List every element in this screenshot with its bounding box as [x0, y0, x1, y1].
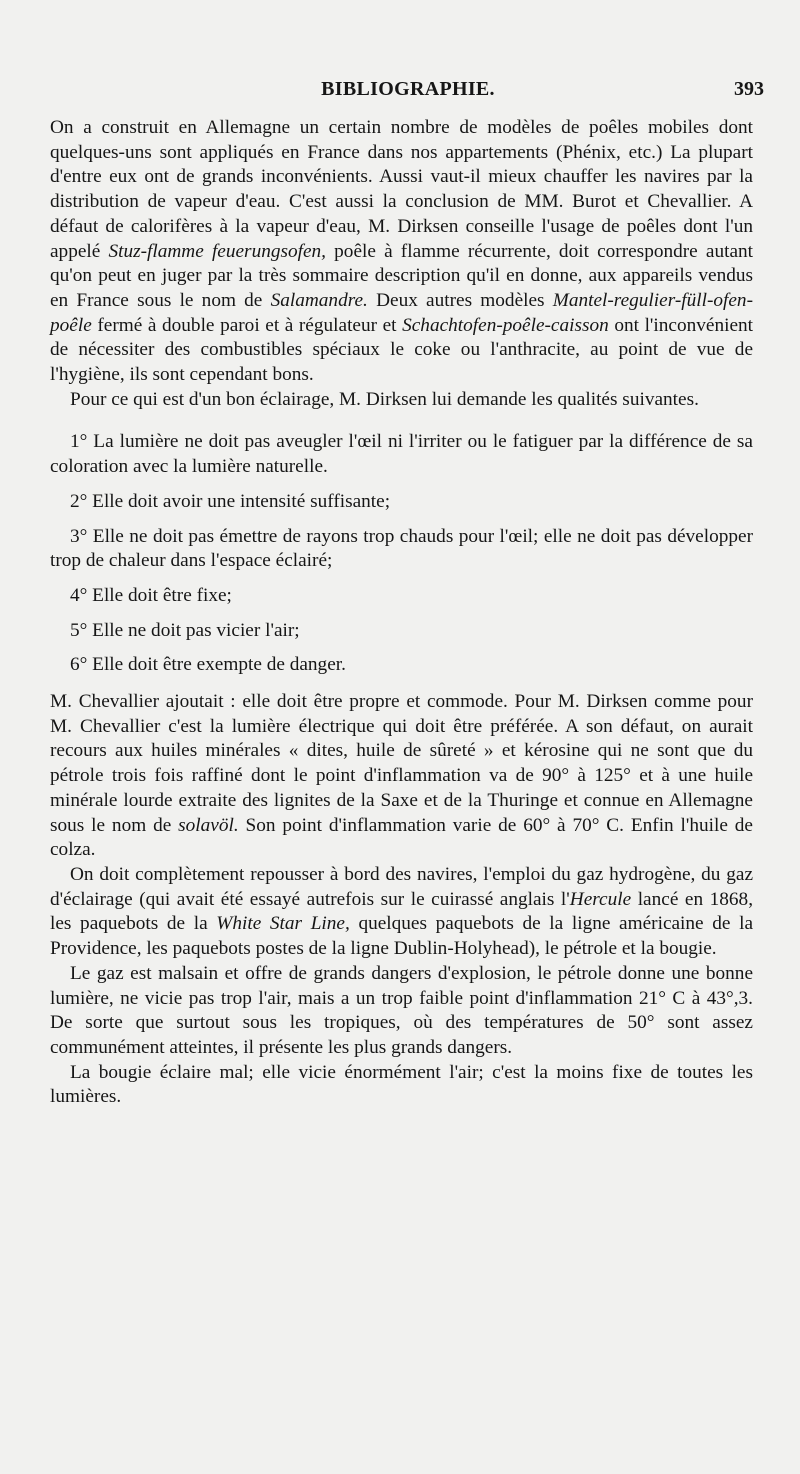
- paragraph-gas-ban: [50, 863, 753, 962]
- quality-item: 2° Elle doit avoir une intensité suffisante;: [70, 490, 391, 512]
- italic-term: solavöl.: [178, 814, 239, 836]
- text-run: Deux autres modèles: [367, 289, 553, 311]
- text-run: quelques paquebots de la ligne américaine de la Providence, les paquebots postes de la ligne Dublin-Holyhead), le pétrole et la bougie.: [50, 913, 754, 960]
- quality-item: 1° La lumière ne doit pas aveugler l'œil ni l'irriter ou le fatiguer par la différence de sa coloration avec la lumière naturelle.: [50, 431, 753, 478]
- text-run: On doit complètement repousser à bord des navires, l'emploi du gaz hydrogène, du gaz d'éclairage (qui avait été essayé autrefois sur le cuirassé anglais l': [50, 863, 753, 910]
- quality-item: 5° Elle ne doit pas vicier l'air;: [70, 619, 300, 641]
- italic-term: Salamandre.: [270, 289, 368, 311]
- page-number: 393: [734, 78, 764, 100]
- italic-term: Schachtofen-poêle-caisson: [402, 314, 609, 336]
- quality-item: 4° Elle doit être fixe;: [70, 584, 232, 606]
- running-title: BIBLIOGRAPHIE.: [321, 78, 495, 100]
- italic-term: Hercule: [569, 888, 632, 910]
- paragraph-stoves: [50, 116, 753, 388]
- paragraph-chevallier: [50, 690, 753, 863]
- paragraph-gas-dangers: Le gaz est malsain et offre de grands dangers d'explosion, le pétrole donne une bonne lumière, ne vicie pas trop l'air, mais a un trop faible point d'inflammation 21° C à 43°,3. De sorte que surtout sous les tropiques, où des températures de 50° sont assez communément atteintes, il présente les plus grands dangers.: [50, 962, 753, 1058]
- text-run: poêle à flamme récurrente, doit correspondre autant qu'on peut en juger par la très sommaire description qu'il en donne, aux appareils vendus en France sous le nom de: [50, 240, 753, 311]
- paragraph-lighting-intro: Pour ce qui est d'un bon éclairage, M. Dirksen lui demande les qualités suivantes.: [70, 388, 699, 410]
- text-run: fermé à double paroi et à régulateur et: [91, 314, 403, 336]
- italic-term: Stuz-flamme feuerungsofen,: [108, 240, 327, 262]
- quality-item: 3° Elle ne doit pas émettre de rayons trop chauds pour l'œil; elle ne doit pas développer trop de chaleur dans l'espace éclairé;: [50, 525, 753, 572]
- quality-item: 6° Elle doit être exempte de danger.: [70, 654, 346, 676]
- running-head: [52, 78, 764, 106]
- paragraph-candle: La bougie éclaire mal; elle vicie énormément l'air; c'est la moins fixe de toutes les lumières.: [50, 1061, 753, 1108]
- italic-term: Mantel-regulier-füll-ofen-poêle: [50, 289, 753, 336]
- italic-term: White Star Line,: [216, 913, 350, 935]
- text-run: lancé en 1868, les paquebots de la: [50, 888, 754, 935]
- text-run: On a construit en Allemagne un certain nombre de modèles de poêles mobiles dont quelques-uns sont appliqués en France dans nos appartements (Phénix, etc.) La plupart d'entre eux ont de grands inconvénients. Aussi vaut-il mieux chauffer les navires par la distribution de vapeur d'eau. C'est aussi la conclusion de MM. Burot et Chevallier. A défaut de calorifères à la vapeur d'eau, M. Dirksen conseille l'usage de poêles dont l'un appelé: [50, 117, 753, 262]
- text-run: ont l'inconvénient de nécessiter des combustibles spéciaux le coke ou l'anthracite, au point de vue de l'hygiène, ils sont cependant bons.: [50, 314, 753, 386]
- text-run: M. Chevallier ajoutait : elle doit être propre et commode. Pour M. Dirksen comme pour M. Chevallier c'est la lumière électrique qui doit être préférée. A son défaut, on aurait recours aux huiles minérales « dites, huile de sûreté » et kérosine qui ne sont que du pétrole trois fois raffiné dont le point d'inflammation va de 90° à 125° et à une huile minérale lourde extraite des lignites de la Saxe et de la Thuringe et connue en Allemagne sous le nom de: [50, 691, 753, 836]
- text-run: Son point d'inflammation varie de 60° à 70° C. Enfin l'huile de colza.: [50, 814, 753, 861]
- body-text: [50, 116, 753, 1110]
